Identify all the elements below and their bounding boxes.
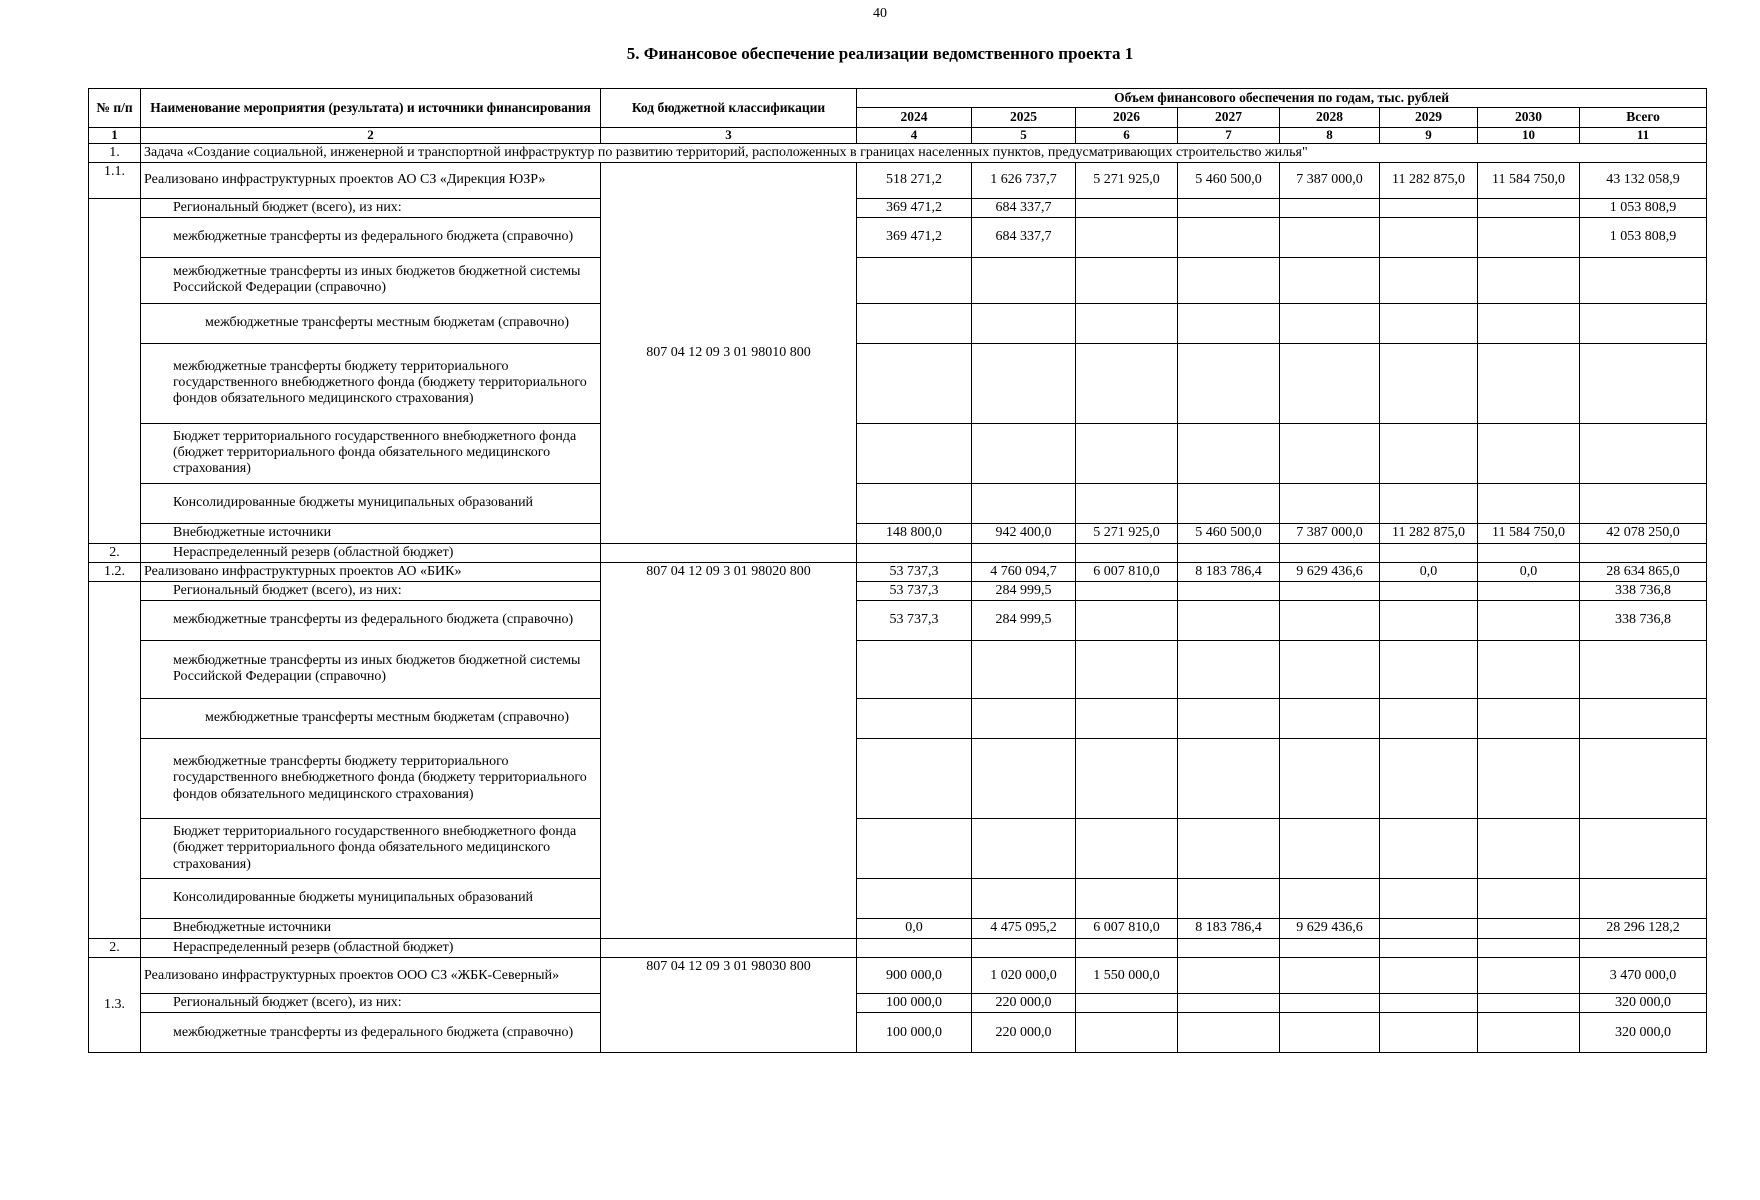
row-label: Консолидированные бюджеты муниципальных образований: [141, 483, 601, 523]
value-cell: 220 000,0: [972, 994, 1076, 1013]
header-year: 2030: [1478, 107, 1580, 127]
value-cell: 100 000,0: [857, 994, 972, 1013]
column-number: 10: [1478, 127, 1580, 143]
row-label: Внебюджетные источники: [141, 918, 601, 938]
value-cell: [1280, 1013, 1380, 1053]
value-cell: [1478, 1013, 1580, 1053]
column-number: 1: [89, 127, 141, 143]
value-cell: 11 584 750,0: [1478, 523, 1580, 543]
row-label: межбюджетные трансферты из федерального бюджета (справочно): [141, 217, 601, 257]
project-num: 1.2.: [89, 562, 141, 581]
column-number: 11: [1580, 127, 1707, 143]
value-cell: [1478, 581, 1580, 600]
header-volume: Объем финансового обеспечения по годам, тыс. рублей: [857, 89, 1707, 108]
value-cell: 684 337,7: [972, 198, 1076, 217]
value-cell: 28 296 128,2: [1580, 918, 1707, 938]
header-num: № п/п: [89, 89, 141, 128]
value-cell: [1178, 217, 1280, 257]
value-cell: [1076, 581, 1178, 600]
value-cell: 6 007 810,0: [1076, 918, 1178, 938]
value-cell: [1178, 198, 1280, 217]
value-cell: 684 337,7: [972, 217, 1076, 257]
project-name: Реализовано инфраструктурных проектов АО СЗ «Дирекция ЮЗР»: [141, 162, 601, 198]
value-cell: [1380, 581, 1478, 600]
value-cell: [1076, 217, 1178, 257]
header-total: Всего: [1580, 107, 1707, 127]
value-cell: 11 282 875,0: [1380, 523, 1478, 543]
project-num: 1.1.: [89, 162, 141, 198]
value-cell: [1380, 1013, 1478, 1053]
value-cell: 0,0: [857, 918, 972, 938]
column-number: 2: [141, 127, 601, 143]
value-cell: 8 183 786,4: [1178, 918, 1280, 938]
header-year: 2025: [972, 107, 1076, 127]
header-year: 2026: [1076, 107, 1178, 127]
value-cell: 6 007 810,0: [1076, 562, 1178, 581]
value-cell: 100 000,0: [857, 1013, 972, 1053]
row-label: межбюджетные трансферты из иных бюджетов бюджетной системы Российской Федерации (справочно): [141, 640, 601, 698]
value-cell: [1380, 958, 1478, 994]
value-cell: [1478, 918, 1580, 938]
value-cell: 53 737,3: [857, 562, 972, 581]
value-cell: [1280, 581, 1380, 600]
value-cell: [1280, 217, 1380, 257]
value-cell: [1380, 600, 1478, 640]
reserve-num: 2.: [89, 938, 141, 957]
page-number: 40: [873, 6, 887, 21]
task-num: 1.: [89, 143, 141, 162]
row-label: Нераспределенный резерв (областной бюджет): [141, 938, 601, 957]
row-label: межбюджетные трансферты местным бюджетам (справочно): [141, 303, 601, 343]
row-label: Региональный бюджет (всего), из них:: [141, 198, 601, 217]
row-label: Региональный бюджет (всего), из них:: [141, 581, 601, 600]
value-cell: [1178, 958, 1280, 994]
row-label: Внебюджетные источники: [141, 523, 601, 543]
value-cell: [1380, 918, 1478, 938]
value-cell: 11 584 750,0: [1478, 162, 1580, 198]
row-label: Бюджет территориального государственного внебюджетного фонда (бюджет территориального фонда обязательного медицинского страхования): [141, 818, 601, 878]
value-cell: 5 460 500,0: [1178, 523, 1280, 543]
value-cell: [1178, 994, 1280, 1013]
value-cell: 4 760 094,7: [972, 562, 1076, 581]
value-cell: 1 053 808,9: [1580, 217, 1707, 257]
value-cell: 900 000,0: [857, 958, 972, 994]
value-cell: 338 736,8: [1580, 581, 1707, 600]
value-cell: 9 629 436,6: [1280, 918, 1380, 938]
row-label: Региональный бюджет (всего), из них:: [141, 994, 601, 1013]
row-label: межбюджетные трансферты из федерального бюджета (справочно): [141, 1013, 601, 1053]
value-cell: 148 800,0: [857, 523, 972, 543]
header-name: Наименование мероприятия (результата) и источники финансирования: [141, 89, 601, 128]
value-cell: 43 132 058,9: [1580, 162, 1707, 198]
value-cell: [1076, 198, 1178, 217]
value-cell: 5 271 925,0: [1076, 162, 1178, 198]
header-year: 2028: [1280, 107, 1380, 127]
value-cell: [1280, 958, 1380, 994]
value-cell: [1076, 994, 1178, 1013]
row-label: Бюджет территориального государственного внебюджетного фонда (бюджет территориального фонда обязательного медицинского страхования): [141, 423, 601, 483]
budget-code: 807 04 12 09 3 01 98030 800: [601, 958, 857, 1053]
column-number: 4: [857, 127, 972, 143]
value-cell: 5 271 925,0: [1076, 523, 1178, 543]
row-label: межбюджетные трансферты бюджету территориального государственного внебюджетного фонда (бюджету территориального фондов обязательного медицинского страхования): [141, 343, 601, 423]
value-cell: [1178, 581, 1280, 600]
value-cell: [1280, 994, 1380, 1013]
value-cell: [1380, 994, 1478, 1013]
reserve-num: 2.: [89, 543, 141, 562]
value-cell: [1178, 600, 1280, 640]
row-label: межбюджетные трансферты из федерального бюджета (справочно): [141, 600, 601, 640]
project-num: 1.3.: [89, 958, 141, 1053]
row-label: межбюджетные трансферты местным бюджетам (справочно): [141, 698, 601, 738]
column-number: 3: [601, 127, 857, 143]
value-cell: 320 000,0: [1580, 1013, 1707, 1053]
project-name: Реализовано инфраструктурных проектов АО «БИК»: [141, 562, 601, 581]
budget-code: 807 04 12 09 3 01 98020 800: [601, 562, 857, 938]
value-cell: [1178, 1013, 1280, 1053]
value-cell: 1 550 000,0: [1076, 958, 1178, 994]
value-cell: 338 736,8: [1580, 600, 1707, 640]
value-cell: 284 999,5: [972, 600, 1076, 640]
column-number: 9: [1380, 127, 1478, 143]
row-label: Консолидированные бюджеты муниципальных образований: [141, 878, 601, 918]
value-cell: 9 629 436,6: [1280, 562, 1380, 581]
value-cell: [1478, 198, 1580, 217]
value-cell: [1076, 1013, 1178, 1053]
row-label: Нераспределенный резерв (областной бюджет): [141, 543, 601, 562]
value-cell: 8 183 786,4: [1178, 562, 1280, 581]
value-cell: [1478, 600, 1580, 640]
value-cell: 1 053 808,9: [1580, 198, 1707, 217]
value-cell: [1280, 600, 1380, 640]
value-cell: 5 460 500,0: [1178, 162, 1280, 198]
budget-code: 807 04 12 09 3 01 98010 800: [601, 162, 857, 543]
value-cell: 1 626 737,7: [972, 162, 1076, 198]
value-cell: 320 000,0: [1580, 994, 1707, 1013]
value-cell: 0,0: [1478, 562, 1580, 581]
column-number: 6: [1076, 127, 1178, 143]
value-cell: 1 020 000,0: [972, 958, 1076, 994]
financing-table: [88, 88, 1707, 1053]
value-cell: 0,0: [1380, 562, 1478, 581]
column-number: 8: [1280, 127, 1380, 143]
empty-num-cell: [89, 581, 141, 938]
header-year: 2024: [857, 107, 972, 127]
row-label: межбюджетные трансферты бюджету территориального государственного внебюджетного фонда (бюджету территориального фондов обязательного медицинского страхования): [141, 738, 601, 818]
value-cell: [1380, 198, 1478, 217]
value-cell: 11 282 875,0: [1380, 162, 1478, 198]
value-cell: 284 999,5: [972, 581, 1076, 600]
value-cell: 7 387 000,0: [1280, 523, 1380, 543]
task-text: Задача «Создание социальной, инженерной и транспортной инфраструктур по развитию территорий, расположенных в границах населенных пунктов, предусматривающих строительство жилья": [141, 143, 1707, 162]
row-label: межбюджетные трансферты из иных бюджетов бюджетной системы Российской Федерации (справочно): [141, 257, 601, 303]
value-cell: 28 634 865,0: [1580, 562, 1707, 581]
value-cell: 7 387 000,0: [1280, 162, 1380, 198]
value-cell: [1280, 198, 1380, 217]
value-cell: 42 078 250,0: [1580, 523, 1707, 543]
value-cell: [1076, 600, 1178, 640]
value-cell: 369 471,2: [857, 198, 972, 217]
value-cell: [1380, 217, 1478, 257]
value-cell: [1478, 958, 1580, 994]
value-cell: [1478, 994, 1580, 1013]
column-number: 5: [972, 127, 1076, 143]
value-cell: 369 471,2: [857, 217, 972, 257]
value-cell: 53 737,3: [857, 581, 972, 600]
value-cell: 942 400,0: [972, 523, 1076, 543]
value-cell: [1478, 217, 1580, 257]
project-name: Реализовано инфраструктурных проектов ООО СЗ «ЖБК-Северный»: [141, 958, 601, 994]
value-cell: 4 475 095,2: [972, 918, 1076, 938]
column-number: 7: [1178, 127, 1280, 143]
section-title: 5. Финансовое обеспечение реализации ведомственного проекта 1: [626, 44, 1134, 63]
header-code: Код бюджетной классификации: [601, 89, 857, 128]
value-cell: 518 271,2: [857, 162, 972, 198]
value-cell: 220 000,0: [972, 1013, 1076, 1053]
header-year: 2027: [1178, 107, 1280, 127]
header-year: 2029: [1380, 107, 1478, 127]
value-cell: 3 470 000,0: [1580, 958, 1707, 994]
empty-num-cell: [89, 198, 141, 543]
value-cell: 53 737,3: [857, 600, 972, 640]
